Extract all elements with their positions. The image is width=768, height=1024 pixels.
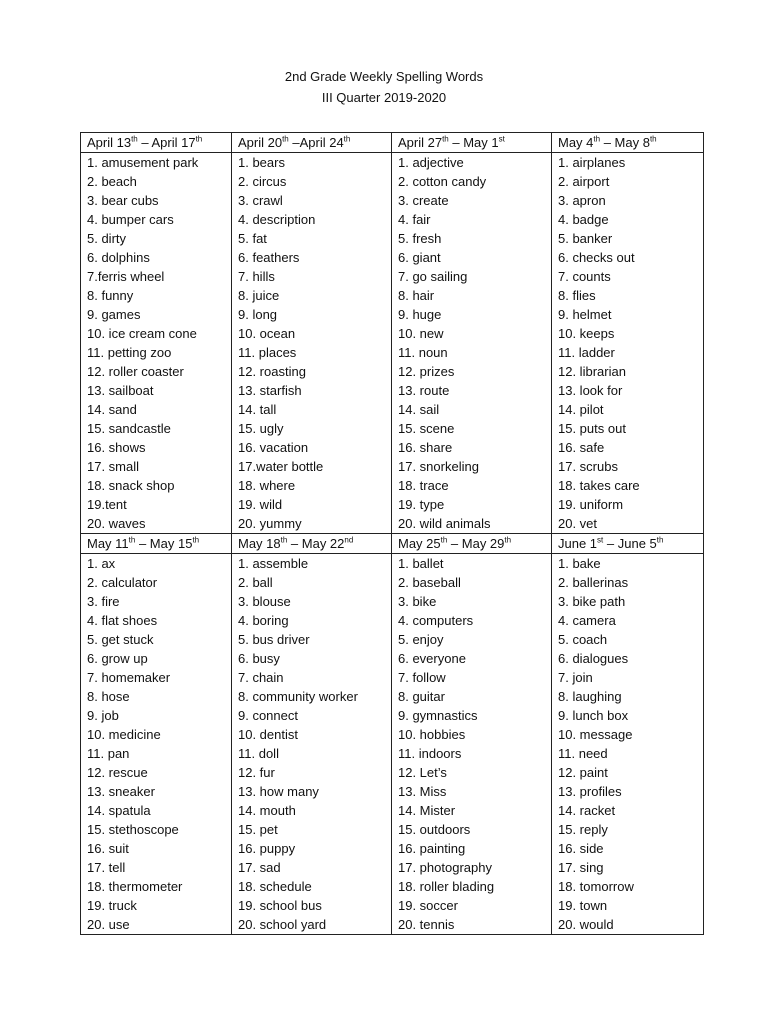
list-item: 10. medicine <box>87 727 161 742</box>
ordinal-suffix: th <box>442 134 449 144</box>
ordinal-suffix: th <box>192 535 200 545</box>
list-item: 12. fur <box>238 765 275 780</box>
word-list-cell <box>232 554 392 935</box>
ordinal-suffix: th <box>131 134 138 144</box>
list-item: 12. rescue <box>87 765 148 780</box>
list-item: 15. outdoors <box>398 822 471 837</box>
word-list-cell <box>81 554 232 935</box>
list-item: 11. noun <box>398 345 448 360</box>
list-item: 11. places <box>238 345 297 360</box>
list-item: 12. roasting <box>238 364 306 379</box>
ordinal-suffix: th <box>649 134 657 144</box>
list-item: 10. new <box>398 326 444 341</box>
list-item: 6. grow up <box>87 651 148 666</box>
list-item: 11. petting zoo <box>87 345 172 360</box>
list-item: 12. roller coaster <box>87 364 184 379</box>
list-item: 12. Let’s <box>398 765 447 780</box>
list-item: 8. community worker <box>238 689 358 704</box>
list-item: 12. librarian <box>558 364 626 379</box>
week-header <box>81 534 232 554</box>
table-row-headers-2 <box>81 534 704 554</box>
word-list-cell <box>232 153 392 534</box>
list-item: 7. homemaker <box>87 670 171 685</box>
list-item: 11. indoors <box>398 746 462 761</box>
list-item: 17. snorkeling <box>398 459 479 474</box>
list-item: 4. description <box>238 212 316 227</box>
list-item: 20. use <box>87 917 130 932</box>
word-list-cell <box>552 153 704 534</box>
list-item: 15. ugly <box>238 421 284 436</box>
list-item: 3. blouse <box>238 594 291 609</box>
page-title-block <box>0 66 768 108</box>
list-item: 14. pilot <box>558 402 604 417</box>
list-item: 13. Miss <box>398 784 447 799</box>
list-item: 18. tomorrow <box>558 879 634 894</box>
list-item: 8. juice <box>238 288 280 303</box>
list-item: 19.tent <box>87 497 127 512</box>
ordinal-suffix: th <box>282 134 289 144</box>
list-item: 9. games <box>87 307 141 322</box>
list-item: 9. huge <box>398 307 442 322</box>
list-item: 17. scrubs <box>558 459 618 474</box>
list-item: 9. helmet <box>558 307 612 322</box>
table-row-words-2 <box>81 554 704 935</box>
list-item: 1. airplanes <box>558 155 626 170</box>
week-header-text: – May 8 <box>600 135 650 150</box>
week-header-text: –April 24 <box>288 135 344 150</box>
list-item: 9. lunch box <box>558 708 629 723</box>
list-item: 8. hair <box>398 288 435 303</box>
ordinal-suffix: th <box>195 134 203 144</box>
list-item: 10. ice cream cone <box>87 326 197 341</box>
word-list <box>87 153 231 533</box>
list-item: 8. hose <box>87 689 130 704</box>
list-item: 7. join <box>558 670 593 685</box>
list-item: 5. coach <box>558 632 608 647</box>
week-header-text: April 20 <box>238 135 283 150</box>
ordinal-suffix: nd <box>344 535 354 545</box>
week-header-text: – May 29 <box>447 536 505 551</box>
list-item: 13. profiles <box>558 784 622 799</box>
list-item: 20. school yard <box>238 917 327 932</box>
list-item: 2. ball <box>238 575 273 590</box>
list-item: 3. fire <box>87 594 120 609</box>
week-header-text: – May 15 <box>135 536 193 551</box>
list-item: 18. roller blading <box>398 879 495 894</box>
list-item: 1. amusement park <box>87 155 199 170</box>
list-item: 16. safe <box>558 440 605 455</box>
table-row-words-1 <box>81 153 704 534</box>
list-item: 8. guitar <box>398 689 445 704</box>
list-item: 7. counts <box>558 269 611 284</box>
list-item: 3. bike path <box>558 594 626 609</box>
list-item: 9. job <box>87 708 119 723</box>
list-item: 5. enjoy <box>398 632 444 647</box>
ordinal-suffix: st <box>597 535 604 545</box>
list-item: 16. painting <box>398 841 466 856</box>
page-title: 2nd Grade Weekly Spelling Words <box>284 69 484 84</box>
list-item: 6. dolphins <box>87 250 150 265</box>
list-item: 12. prizes <box>398 364 455 379</box>
word-list-cell <box>392 554 552 935</box>
week-header <box>392 133 552 153</box>
list-item: 16. puppy <box>238 841 296 856</box>
list-item: 10. keeps <box>558 326 615 341</box>
list-item: 16. vacation <box>238 440 309 455</box>
list-item: 5. get stuck <box>87 632 154 647</box>
list-item: 6. everyone <box>398 651 466 666</box>
list-item: 18. snack shop <box>87 478 175 493</box>
week-header-text: – May 1 <box>448 135 499 150</box>
list-item: 18. thermometer <box>87 879 183 894</box>
list-item: 17.water bottle <box>238 459 324 474</box>
list-item: 19. soccer <box>398 898 458 913</box>
list-item: 15. puts out <box>558 421 626 436</box>
list-item: 6. feathers <box>238 250 300 265</box>
list-item: 4. boring <box>238 613 289 628</box>
list-item: 4. flat shoes <box>87 613 158 628</box>
week-header-text: April 13 <box>87 135 132 150</box>
list-item: 15. pet <box>238 822 278 837</box>
list-item: 3. bear cubs <box>87 193 159 208</box>
list-item: 2. beach <box>87 174 137 189</box>
list-item: 18. takes care <box>558 478 640 493</box>
week-header-text: – April 17 <box>137 135 196 150</box>
ordinal-suffix: th <box>440 535 448 545</box>
list-item: 8. funny <box>87 288 134 303</box>
list-item: 20. wild animals <box>398 516 491 531</box>
ordinal-suffix: st <box>498 134 505 144</box>
week-header <box>81 133 232 153</box>
list-item: 8. laughing <box>558 689 622 704</box>
list-item: 1. adjective <box>398 155 464 170</box>
list-item: 6. busy <box>238 651 280 666</box>
list-item: 3. crawl <box>238 193 283 208</box>
week-header-text: May 25 <box>398 536 441 551</box>
list-item: 15. scene <box>398 421 455 436</box>
ordinal-suffix: th <box>656 535 664 545</box>
list-item: 5. dirty <box>87 231 127 246</box>
list-item: 3. create <box>398 193 449 208</box>
list-item: 16. suit <box>87 841 129 856</box>
list-item: 8. flies <box>558 288 596 303</box>
list-item: 3. apron <box>558 193 606 208</box>
word-list <box>558 554 703 934</box>
list-item: 4. fair <box>398 212 431 227</box>
list-item: 1. ax <box>87 556 116 571</box>
week-header-text: May 11 <box>87 536 129 551</box>
list-item: 6. checks out <box>558 250 635 265</box>
week-header-text: May 18 <box>238 536 281 551</box>
list-item: 14. sail <box>398 402 440 417</box>
list-item: 13. look for <box>558 383 623 398</box>
list-item: 10. message <box>558 727 633 742</box>
list-item: 20. vet <box>558 516 598 531</box>
week-header-text: April 27 <box>398 135 443 150</box>
list-item: 2. baseball <box>398 575 461 590</box>
list-item: 2. ballerinas <box>558 575 629 590</box>
list-item: 18. schedule <box>238 879 312 894</box>
ordinal-suffix: th <box>504 535 512 545</box>
list-item: 1. bake <box>558 556 601 571</box>
week-header <box>232 534 392 554</box>
list-item: 1. assemble <box>238 556 309 571</box>
word-list <box>87 554 231 934</box>
list-item: 9. gymnastics <box>398 708 478 723</box>
list-item: 19. wild <box>238 497 283 512</box>
list-item: 14. sand <box>87 402 137 417</box>
list-item: 20. would <box>558 917 614 932</box>
list-item: 19. uniform <box>558 497 624 512</box>
list-item: 11. doll <box>238 746 279 761</box>
word-list-cell <box>81 153 232 534</box>
word-list <box>558 153 703 533</box>
list-item: 14. mouth <box>238 803 296 818</box>
list-item: 17. sing <box>558 860 604 875</box>
list-item: 5. banker <box>558 231 613 246</box>
week-header-text: May 4 <box>558 135 594 150</box>
list-item: 17. photography <box>398 860 492 875</box>
list-item: 18. trace <box>398 478 449 493</box>
list-item: 2. airport <box>558 174 610 189</box>
list-item: 10. dentist <box>238 727 298 742</box>
ordinal-suffix: th <box>343 134 351 144</box>
list-item: 4. computers <box>398 613 474 628</box>
list-item: 3. bike <box>398 594 437 609</box>
list-item: 7. follow <box>398 670 446 685</box>
list-item: 15. sandcastle <box>87 421 171 436</box>
list-item: 15. stethoscope <box>87 822 179 837</box>
list-item: 7.ferris wheel <box>87 269 165 284</box>
list-item: 6. giant <box>398 250 441 265</box>
week-header <box>552 133 704 153</box>
list-item: 15. reply <box>558 822 608 837</box>
list-item: 20. waves <box>87 516 146 531</box>
list-item: 17. tell <box>87 860 126 875</box>
week-header <box>552 534 704 554</box>
list-item: 4. bumper cars <box>87 212 174 227</box>
spelling-words-table <box>80 132 704 935</box>
list-item: 13. starfish <box>238 383 302 398</box>
week-header-text: June 1 <box>558 536 598 551</box>
list-item: 5. fat <box>238 231 267 246</box>
list-item: 4. camera <box>558 613 616 628</box>
list-item: 13. route <box>398 383 450 398</box>
list-item: 17. small <box>87 459 140 474</box>
list-item: 14. racket <box>558 803 616 818</box>
ordinal-suffix: th <box>593 134 601 144</box>
list-item: 16. side <box>558 841 604 856</box>
list-item: 14. Mister <box>398 803 456 818</box>
word-list <box>398 153 551 533</box>
list-item: 4. badge <box>558 212 609 227</box>
ordinal-suffix: th <box>280 535 288 545</box>
list-item: 7. go sailing <box>398 269 468 284</box>
week-header <box>232 133 392 153</box>
page-subtitle: III Quarter 2019-2020 <box>321 90 447 105</box>
list-item: 13. how many <box>238 784 319 799</box>
list-item: 17. sad <box>238 860 281 875</box>
list-item: 2. calculator <box>87 575 158 590</box>
list-item: 2. cotton candy <box>398 174 487 189</box>
list-item: 11. need <box>558 746 608 761</box>
list-item: 16. shows <box>87 440 146 455</box>
list-item: 12. paint <box>558 765 608 780</box>
list-item: 13. sailboat <box>87 383 154 398</box>
list-item: 13. sneaker <box>87 784 155 799</box>
week-header <box>392 534 552 554</box>
table-row-headers-1 <box>81 133 704 153</box>
list-item: 20. tennis <box>398 917 455 932</box>
list-item: 1. bears <box>238 155 285 170</box>
list-item: 10. hobbies <box>398 727 466 742</box>
list-item: 11. pan <box>87 746 130 761</box>
list-item: 20. yummy <box>238 516 302 531</box>
word-list-cell <box>552 554 704 935</box>
list-item: 19. truck <box>87 898 137 913</box>
word-list <box>238 153 391 533</box>
word-list <box>238 554 391 934</box>
list-item: 1. ballet <box>398 556 444 571</box>
week-header-text: – June 5 <box>603 536 657 551</box>
week-header-text: – May 22 <box>287 536 345 551</box>
list-item: 19. type <box>398 497 445 512</box>
list-item: 6. dialogues <box>558 651 629 666</box>
list-item: 7. chain <box>238 670 284 685</box>
ordinal-suffix: th <box>128 535 136 545</box>
word-list-cell <box>392 153 552 534</box>
list-item: 14. spatula <box>87 803 151 818</box>
list-item: 2. circus <box>238 174 287 189</box>
list-item: 5. bus driver <box>238 632 310 647</box>
list-item: 14. tall <box>238 402 277 417</box>
list-item: 11. ladder <box>558 345 615 360</box>
list-item: 16. share <box>398 440 453 455</box>
list-item: 9. connect <box>238 708 298 723</box>
list-item: 19. town <box>558 898 608 913</box>
list-item: 19. school bus <box>238 898 322 913</box>
word-list <box>398 554 551 934</box>
list-item: 7. hills <box>238 269 275 284</box>
list-item: 10. ocean <box>238 326 296 341</box>
list-item: 9. long <box>238 307 278 322</box>
list-item: 18. where <box>238 478 296 493</box>
list-item: 5. fresh <box>398 231 442 246</box>
